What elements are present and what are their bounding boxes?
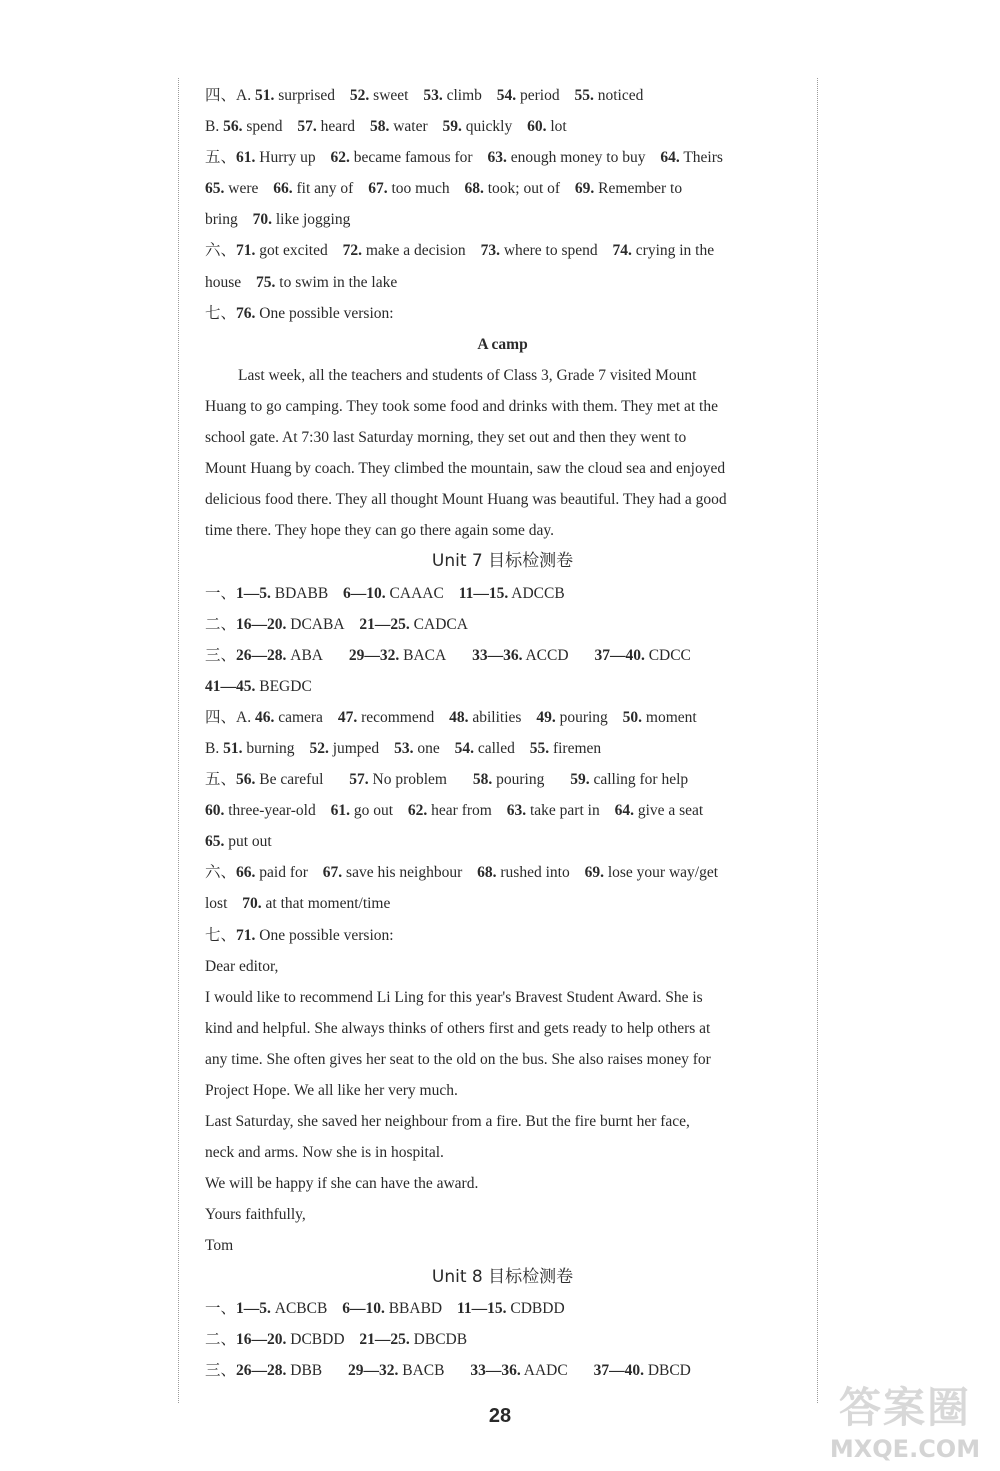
letter-line: Tom [205,1237,234,1255]
answer: CAAAC [389,584,444,602]
question-number: 62. [407,802,428,820]
question-number: 54. [496,87,517,104]
question-number: 55. [574,87,594,104]
section-prefix: 六、 [205,864,237,882]
answer-line [205,795,800,826]
letter-line: kind and helpful. She always thinks of others first and gets ready to help others at [205,1019,711,1037]
answer: BACB [402,1361,445,1379]
answer: ADCCB [511,584,565,602]
answer-line [205,1324,800,1355]
question-range: 21—25. [359,1330,410,1348]
right-margin-rule [817,78,818,1403]
answer: at that moment/time [265,895,391,913]
question-range: 11—15. [456,1299,507,1317]
answer: DBB [290,1361,323,1379]
answer: DBCDB [413,1330,468,1348]
question-number: 62. [330,149,350,167]
section-prefix: 七、 [205,926,237,944]
answer: CADCA [413,615,468,633]
answer: spend [246,118,283,136]
question-number: 51. [254,87,275,104]
answer: paid for [259,864,308,882]
answer-line [205,640,800,671]
answer: one [417,739,440,757]
question-number: 52. [349,87,370,104]
essay-line: Huang to go camping. They took some food and drinks with them. They met at the [205,397,718,415]
question-number: 73. [480,242,500,260]
answer: burning [246,739,295,757]
answer: fit any of [296,180,354,198]
unit-7-title: Unit 7 目标检测卷 [431,551,574,572]
question-number: 74. [612,242,632,260]
answer-line [205,826,800,857]
answer: took; out of [487,180,561,198]
watermark-logo: 答案圈 [838,1383,971,1432]
watermark-url: MXQE.COM [829,1435,981,1463]
question-range: 29—32. [348,646,400,664]
answer: lost [205,895,228,913]
question-number: 49. [536,708,556,726]
answer: moment [645,708,697,726]
answer: save his neighbour [346,864,463,882]
answer: BBABD [388,1299,443,1317]
answer-line [205,267,800,298]
answer-line [205,111,800,142]
question-number: 53. [394,739,414,757]
answer-line [205,702,800,733]
answer: got excited [259,242,328,260]
answer-line [205,733,800,764]
answer: One possible version: [259,926,394,944]
question-range: 33—36. [472,646,523,664]
essay-line: Last week, all the teachers and students of Class 3, Grade 7 visited Mount [238,366,697,384]
answer: like jogging [275,211,351,229]
section-prefix: 三、 [205,646,237,664]
section-prefix: B. [205,739,220,757]
question-number: 70. [242,895,262,913]
answer: to swim in the lake [279,273,398,291]
question-number: 67. [368,180,388,198]
answer: make a decision [365,242,466,260]
question-number: 60. [205,802,225,820]
section-prefix: 一、 [205,1299,237,1317]
answer: firemen [552,739,602,757]
essay-line: time there. They hope they can go there again some day. [205,522,555,540]
section-prefix: 四、A. [205,87,252,104]
question-number: 69. [574,180,595,198]
answer-line [205,80,800,111]
answer: calling for help [593,771,689,789]
section-prefix: 一、 [205,584,237,602]
question-number: 46. [254,708,275,726]
page-number: 28 [488,1405,512,1427]
question-range: 6—10. [342,1299,385,1317]
answer: DCABA [290,615,345,633]
question-number: 72. [342,242,362,260]
section-prefix: 五、 [205,771,237,789]
left-margin-rule [178,78,179,1403]
question-number: 53. [423,87,443,104]
question-number: 58. [369,118,390,136]
answer: noticed [597,87,644,104]
answer: Remember to [598,180,683,198]
answer: became famous for [353,149,473,167]
essay-line: Mount Huang by coach. They climbed the mountain, saw the cloud sea and enjoyed [205,460,726,478]
answer: BACA [403,646,447,664]
question-number: 68. [477,864,497,882]
letter-line: Yours faithfully, [205,1206,306,1224]
question-number: 47. [337,708,358,726]
answer: AADC [523,1361,568,1379]
answer: house [205,273,242,291]
letter-line: any time. She often gives her seat to the old on the bus. She also raises money for [205,1050,711,1068]
section-prefix: 二、 [205,1330,237,1348]
answer-line [205,920,800,951]
answer: surprised [278,87,336,104]
question-number: 54. [454,739,474,757]
answer: called [477,739,515,757]
question-range: 26—28. [236,646,287,664]
letter-line: Dear editor, [205,957,279,975]
watermark [815,1380,995,1465]
answer: pouring [496,771,545,789]
question-number: 63. [487,149,507,167]
letter-line: Last Saturday, she saved her neighbour from a fire. But the fire burnt her face, [205,1113,690,1131]
question-range: 16—20. [236,615,287,633]
letter-line: Project Hope. We all like her very much. [205,1082,458,1099]
question-number: 61. [236,149,256,167]
question-number: 59. [570,771,590,789]
question-number: 69. [584,864,604,882]
answer: CDBDD [510,1299,565,1317]
answer: abilities [472,708,522,726]
answer: No problem [372,771,447,789]
answer: water [393,118,428,136]
answer-line [205,609,800,640]
answer-line [205,173,800,204]
question-number: 57. [349,771,369,789]
question-range: 37—40. [593,1361,644,1379]
question-number: 75. [256,273,276,291]
answer: Theirs [683,149,723,167]
answer-line [205,671,800,702]
question-range: 41—45. [205,677,256,695]
question-number: 63. [506,802,527,820]
answer: jumped [332,739,380,757]
question-number: 60. [527,118,547,136]
answer: give a seat [637,802,704,820]
letter-line: I would like to recommend Li Ling for this year's Bravest Student Award. She is [205,988,703,1006]
section-prefix: B. [205,118,220,136]
answer: heard [320,118,356,136]
section-prefix: 三、 [205,1361,237,1379]
answer-line [205,764,800,795]
question-number: 56. [223,118,243,136]
answer: three-year-old [228,802,316,820]
section-prefix: 四、A. [205,708,252,726]
answer-line [205,1293,800,1324]
answer: lot [550,118,567,136]
answer-line [205,1355,800,1386]
question-range: 37—40. [594,646,645,664]
question-number: 59. [442,118,462,136]
question-number: 65. [205,180,225,198]
question-range: 16—20. [236,1330,287,1348]
answer: camera [278,708,323,726]
question-range: 1—5. [236,1299,271,1317]
question-number: 58. [472,771,493,789]
answer: quickly [465,118,513,136]
answer-line [205,298,800,329]
question-number: 48. [449,708,469,726]
answer: were [228,180,259,198]
question-number: 67. [322,864,343,882]
section-prefix: 六、 [205,242,237,260]
answer: CDCC [648,646,691,664]
answer: Be careful [259,771,324,789]
essay-title: A camp [477,335,528,353]
question-number: 76. [236,304,256,322]
answer: rushed into [500,864,570,882]
answer: Hurry up [259,149,316,167]
answer: hear from [431,802,492,820]
answer-page [205,80,800,1386]
question-number: 64. [660,149,680,167]
section-prefix: 五、 [205,149,237,167]
answer: recommend [361,708,435,726]
answer: BEGDC [259,677,312,695]
answer: period [520,87,560,104]
essay-line: delicious food there. They all thought Mount Huang was beautiful. They had a good [205,491,727,509]
answer-line [205,888,800,919]
answer: too much [391,180,450,198]
question-range: 26—28. [236,1361,287,1379]
answer: BDABB [274,584,329,602]
answer: bring [205,211,238,229]
section-prefix: 七、 [205,304,237,322]
answer: ABA [290,646,323,664]
answer: DCBDD [290,1330,345,1348]
answer: ACCD [525,646,569,664]
answer: lose your way/get [607,864,719,882]
section-prefix: 二、 [205,615,237,633]
letter-line: We will be happy if she can have the award. [205,1175,479,1193]
answer: go out [353,802,394,820]
question-number: 52. [309,739,329,757]
question-number: 55. [529,739,550,757]
question-number: 68. [464,180,484,198]
essay-line: school gate. At 7:30 last Saturday morning, they set out and then they went to [205,429,687,447]
question-number: 61. [330,802,350,820]
question-range: 21—25. [359,615,410,633]
answer: climb [446,87,482,104]
answer-line [205,235,800,266]
answer: crying in the [635,242,715,260]
answer: One possible version: [259,304,394,322]
question-number: 66. [236,864,256,882]
answer: where to spend [503,242,598,260]
question-number: 70. [252,211,272,229]
question-number: 56. [236,771,256,789]
question-range: 33—36. [470,1361,521,1379]
question-number: 51. [223,739,243,757]
answer-line [205,204,800,235]
answer: DBCD [647,1361,691,1379]
answer: enough money to buy [510,149,646,167]
question-range: 11—15. [458,584,509,602]
question-range: 1—5. [236,584,271,602]
question-number: 71. [236,926,256,944]
answer: ACBCB [274,1299,328,1317]
unit-8-title: Unit 8 目标检测卷 [431,1266,574,1287]
question-range: 29—32. [348,1361,399,1379]
answer: pouring [559,708,608,726]
answer: take part in [529,802,600,820]
question-number: 65. [205,833,225,851]
answer: sweet [373,87,409,104]
question-number: 64. [614,802,634,820]
question-number: 66. [273,180,293,198]
answer-line [205,857,800,888]
answer-line [205,142,800,173]
question-number: 71. [236,242,256,260]
question-number: 50. [622,708,643,726]
question-range: 6—10. [343,584,386,602]
letter-line: neck and arms. Now she is in hospital. [205,1144,444,1162]
answer-line [205,578,800,609]
answer: put out [228,833,272,851]
question-number: 57. [297,118,317,136]
